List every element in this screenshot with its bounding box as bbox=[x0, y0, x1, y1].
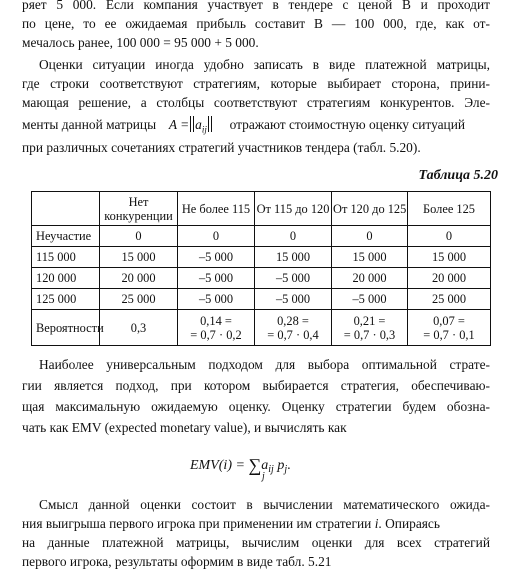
emv-formula bbox=[190, 453, 291, 482]
sum-index: j bbox=[262, 471, 265, 482]
table-cell: –5 000 bbox=[332, 289, 408, 310]
table-caption: Таблица 5.20 bbox=[418, 168, 498, 183]
table-row bbox=[32, 268, 491, 289]
table-row-header: 125 000 bbox=[32, 289, 100, 310]
table-cell: 20 000 bbox=[408, 268, 491, 289]
table-row bbox=[32, 247, 491, 268]
probability-row bbox=[32, 310, 491, 346]
table-header-cell: Более 125 bbox=[408, 192, 491, 226]
table-cell: 0 bbox=[255, 226, 332, 247]
table-row-header: 115 000 bbox=[32, 247, 100, 268]
table-cell: 15 000 bbox=[255, 247, 332, 268]
table-cell: 0 bbox=[100, 226, 178, 247]
formula-lhs: EMV(i) = bbox=[190, 458, 245, 473]
table-cell: 0 bbox=[408, 226, 491, 247]
table-cell: 15 000 bbox=[332, 247, 408, 268]
table-cell: 20 000 bbox=[100, 268, 178, 289]
table-header-cell: Не более 115 bbox=[178, 192, 255, 226]
payoff-table bbox=[31, 191, 491, 346]
paragraph-3-line-1: Наиболее универсальным подходом для выбора оптимальной страте- bbox=[39, 357, 490, 372]
probability-cell bbox=[408, 310, 491, 346]
paragraph-2-line-4-after: отражают стоимостную оценку ситуаций bbox=[229, 117, 466, 132]
table-cell: –5 000 bbox=[255, 268, 332, 289]
paragraph-2-line-3: мающая решение, а столбцы соответствуют стратегиям конкурентов. Эле- bbox=[22, 95, 490, 110]
table-cell: –5 000 bbox=[178, 268, 255, 289]
table-cell: 15 000 bbox=[100, 247, 178, 268]
probability-product: = 0,7 · 0,3 bbox=[343, 327, 396, 342]
sum-symbol: ∑ bbox=[248, 455, 262, 475]
table-cell: –5 000 bbox=[255, 289, 332, 310]
table-header-row bbox=[32, 192, 491, 226]
paragraph-4-line-2-before: ния выигрыша первого игрока при применении им стратегии bbox=[22, 516, 372, 531]
matrix-notation bbox=[169, 115, 213, 140]
paragraph-1-line-3: мечалось ранее, 100 000 = 95 000 + 5 000. bbox=[22, 35, 259, 50]
probability-value: 0,14 = bbox=[200, 313, 232, 328]
paragraph-2-line-4 bbox=[22, 115, 490, 140]
probability-cell bbox=[255, 310, 332, 346]
table-cell: –5 000 bbox=[178, 289, 255, 310]
probability-product: = 0,7 · 0,2 bbox=[190, 327, 242, 342]
table-header-corner bbox=[32, 192, 100, 226]
matrix-lhs: A = bbox=[168, 117, 190, 132]
paragraph-4-line-2-after: . Опираясь bbox=[378, 516, 440, 531]
table-cell: 20 000 bbox=[332, 268, 408, 289]
table-row-header: Неучастие bbox=[32, 226, 100, 247]
table-row bbox=[32, 289, 491, 310]
table-cell: 15 000 bbox=[408, 247, 491, 268]
formula-p: p bbox=[277, 458, 285, 473]
paragraph-2-line-5: при различных сочетаниях стратегий участников тендера (табл. 5.20). bbox=[22, 140, 421, 155]
paragraph-4-line-3: на данные платежной матрицы, вычислим оценки для всех стратегий bbox=[22, 535, 490, 550]
table-header-cell: От 115 до 120 bbox=[255, 192, 332, 226]
probability-product: = 0,7 · 0,1 bbox=[423, 327, 475, 342]
paragraph-2-line-2: где строки соответствуют стратегиям, которые выбирает сторона, прини- bbox=[22, 76, 490, 91]
paragraph-2-line-4-before: менты данной матрицы bbox=[22, 117, 157, 132]
matrix-element-subscript: ij bbox=[201, 124, 207, 135]
table-row bbox=[32, 226, 491, 247]
probability-value: 0,21 = bbox=[353, 313, 386, 328]
probability-value: 0,07 = bbox=[433, 313, 465, 328]
table-cell: 25 000 bbox=[408, 289, 491, 310]
table-header-cell: От 120 до 125 bbox=[332, 192, 408, 226]
table-cell: 0 bbox=[178, 226, 255, 247]
paragraph-3-line-2: гии является подход, при котором выбирается стратегия, обеспечиваю- bbox=[22, 378, 490, 393]
formula-a: a bbox=[261, 458, 269, 473]
matrix-element: a bbox=[195, 117, 202, 132]
probability-cell bbox=[332, 310, 408, 346]
paragraph-4-line-2 bbox=[22, 514, 490, 533]
table-header-cell: Нет конкуренции bbox=[100, 192, 178, 226]
formula-a-subscript: ij bbox=[268, 464, 274, 475]
formula-p-subscript: j bbox=[284, 464, 288, 475]
paragraph-3-line-4: чать как EMV (expected monetary value), и вычислять как bbox=[22, 420, 347, 435]
table-row-header: 120 000 bbox=[32, 268, 100, 289]
table-cell: 0 bbox=[332, 226, 408, 247]
paragraph-4-line-4: первого игрока, результаты оформим в виде табл. 5.21 bbox=[22, 554, 332, 569]
probability-cell bbox=[178, 310, 255, 346]
table-cell: –5 000 bbox=[178, 247, 255, 268]
probability-product: = 0,7 · 0,4 bbox=[267, 327, 319, 342]
probability-cell: 0,3 bbox=[100, 310, 178, 346]
probability-row-header: Вероятности bbox=[32, 310, 100, 346]
paragraph-1-line-2: по цене, то ее ожидаемая прибыль составит B — 100 000, где, как от- bbox=[22, 16, 490, 31]
table-cell: 25 000 bbox=[100, 289, 178, 310]
strategy-variable: i bbox=[374, 516, 379, 531]
paragraph-1-line-1: ряет 5 000. Если компания участвует в тендере с ценой B и проходит bbox=[22, 0, 490, 12]
paragraph-3-line-3: щая максимальную ожидаемую оценку. Оценку стратегии будем обозна- bbox=[22, 399, 490, 414]
paragraph-4-line-1: Смысл данной оценки состоит в вычислении математического ожида- bbox=[39, 497, 490, 512]
paragraph-2-line-1: Оценки ситуации иногда удобно записать в виде платежной матрицы, bbox=[39, 57, 490, 72]
formula-end: . bbox=[287, 458, 291, 473]
probability-value: 0,28 = bbox=[277, 313, 309, 328]
